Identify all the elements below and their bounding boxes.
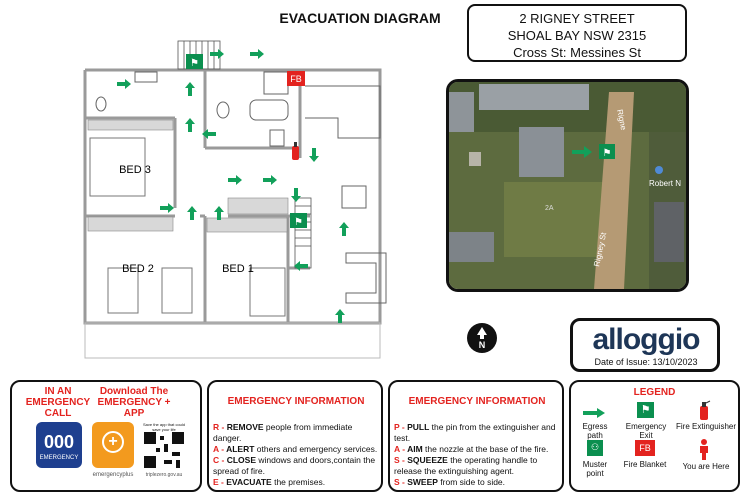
north-compass-icon bbox=[466, 322, 498, 354]
info2-item: P - PULL the pin from the extinguisher and test. bbox=[394, 422, 556, 443]
arrow-icon bbox=[335, 309, 345, 323]
info2-item: S - SQUEEZE the operating handle to release the extinguishing agent. bbox=[394, 455, 538, 476]
call-heading: IN AN EMERGENCY CALL bbox=[25, 386, 91, 419]
fire-extinguisher-icon bbox=[292, 142, 299, 160]
compass-letter: N bbox=[478, 340, 486, 350]
room-label-bed2: BED 2 bbox=[122, 263, 154, 275]
arrow-icon bbox=[339, 222, 349, 236]
you-are-here-icon bbox=[697, 438, 711, 460]
exit-sign-icon bbox=[186, 54, 203, 69]
exit-sign-icon bbox=[290, 213, 307, 228]
arrow-icon bbox=[583, 408, 605, 418]
app-heading: Download The EMERGENCY + APP bbox=[97, 386, 171, 419]
emergency-info-pass-panel bbox=[388, 380, 564, 492]
legend-fb-tag: FB bbox=[639, 443, 651, 453]
address-line-3: Cross St: Messines St bbox=[513, 45, 641, 60]
info1-list bbox=[213, 422, 381, 488]
qr-caption: Save the app that could save your life bbox=[142, 422, 186, 432]
arrow-icon bbox=[291, 188, 301, 202]
emergency-info-race-panel bbox=[207, 380, 383, 492]
arrow-icon bbox=[185, 118, 195, 132]
emergency-number: 000 bbox=[43, 432, 75, 452]
info1-heading: EMERGENCY INFORMATION bbox=[227, 396, 365, 407]
qr-code-icon[interactable] bbox=[144, 432, 184, 468]
arrow-icon bbox=[117, 79, 131, 89]
legend-extinguisher-label: Fire Extinguisher bbox=[675, 422, 737, 431]
qr-footer: triplezero.gov.au bbox=[145, 472, 183, 478]
legend-muster-label: Muster point bbox=[582, 460, 608, 478]
svg-text:⚑: ⚑ bbox=[294, 217, 303, 228]
app-label: emergencyplus bbox=[92, 472, 134, 478]
aerial-map-image bbox=[449, 82, 686, 289]
info1-item: E - EVACUATE the premises. bbox=[213, 477, 326, 487]
arrow-icon bbox=[263, 175, 277, 185]
emergency-number-label: EMERGENCY bbox=[39, 455, 79, 461]
info2-list bbox=[394, 422, 562, 488]
fire-blanket-tag: FB bbox=[290, 74, 302, 84]
info2-heading: EMERGENCY INFORMATION bbox=[408, 396, 546, 407]
muster-point-icon: ⚇ bbox=[587, 440, 603, 456]
arrow-icon bbox=[160, 203, 174, 213]
legend-blanket-label: Fire Blanket bbox=[623, 460, 667, 469]
legend-here-label: You are Here bbox=[682, 462, 730, 471]
arrow-icon bbox=[187, 206, 197, 220]
page-title: EVACUATION DIAGRAM bbox=[279, 10, 441, 26]
room-label-bed1: BED 1 bbox=[222, 263, 254, 275]
info1-item: R - REMOVE people from immediate danger. bbox=[213, 422, 353, 443]
legend-panel bbox=[569, 380, 740, 492]
street-label: Rigney St bbox=[592, 231, 609, 268]
lot-label: 2A bbox=[545, 205, 554, 212]
legend-heading: LEGEND bbox=[633, 387, 676, 398]
aerial-map bbox=[446, 79, 689, 292]
map-pin-icon bbox=[655, 166, 663, 174]
issue-date: Date of Issue: 13/10/2023 bbox=[594, 357, 698, 367]
legend-egress-label: Egress path bbox=[582, 422, 608, 440]
emergency-app-icon[interactable]: + bbox=[92, 422, 134, 468]
floor-plan bbox=[80, 38, 410, 360]
address-line-1: 2 RIGNEY STREET bbox=[519, 11, 635, 26]
phone-icon bbox=[36, 422, 82, 468]
fire-extinguisher-icon bbox=[697, 400, 711, 420]
address-box bbox=[467, 4, 687, 62]
svg-text:⚑: ⚑ bbox=[190, 58, 199, 69]
arrow-icon bbox=[309, 148, 319, 162]
info2-item: S - SWEEP from side to side. bbox=[394, 477, 506, 487]
emergency-call-panel bbox=[10, 380, 202, 492]
egress-arrows bbox=[117, 49, 349, 323]
info2-item: A - AIM the nozzle at the base of the fire. bbox=[394, 444, 549, 454]
address-line-2: SHOAL BAY NSW 2315 bbox=[507, 28, 647, 43]
brand-logo: alloggio bbox=[592, 323, 700, 356]
svg-text:⚑: ⚑ bbox=[602, 148, 612, 159]
arrow-icon bbox=[185, 82, 195, 96]
arrow-icon bbox=[228, 175, 242, 185]
arrow-icon bbox=[250, 49, 264, 59]
room-label-bed3: BED 3 bbox=[119, 164, 151, 176]
fire-blanket-icon bbox=[635, 440, 655, 456]
map-pin-label: Robert N bbox=[649, 179, 682, 188]
legend-exit-label: Emergency Exit bbox=[625, 422, 667, 440]
exit-sign-icon bbox=[599, 144, 615, 159]
info1-item: A - ALERT others and emergency services. bbox=[213, 444, 378, 454]
info1-item: C - CLOSE windows and doors,contain the spread of fire. bbox=[213, 455, 376, 476]
street-label-top: Rigne bbox=[615, 108, 629, 131]
brand-logo-box bbox=[570, 318, 720, 372]
arrow-icon bbox=[210, 49, 224, 59]
exit-sign-icon: ⚑ bbox=[637, 402, 654, 418]
